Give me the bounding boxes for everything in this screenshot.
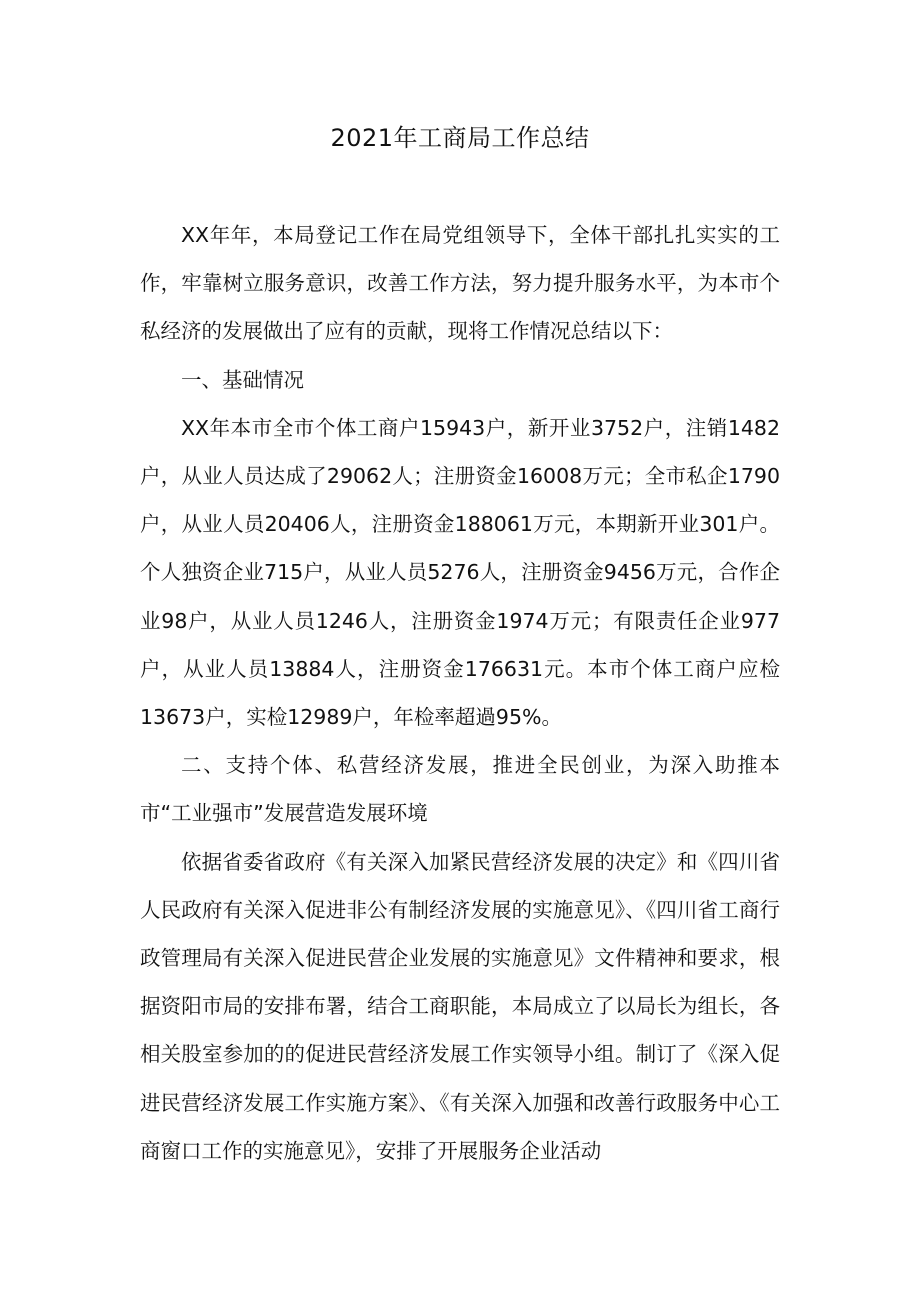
section-heading-support-development: 二、支持个体、私营经济发展，推进全民创业，为深入助推本市“工业强市”发展营造发展环境 [140,753,780,826]
paragraph-policy-basis: 依据省委省政府《有关深入加紧民营经济发展的决定》和《四川省人民政府有关深入促进非公有制经济发展的实施意见》、《四川省工商行政管理局有关深入促进民营企业发展的实施意见》文件精神和要求，根据资阳市局的安排布署，结合工商职能，本局成立了以局长为组长，各相关股室参加的的促进民营经济发展工作实领导小组。制订了《深入促进民营经济发展工作实施方案》、《有关深入加强和改善行政服务中心工商窗口工作的实施意见》，安排了开展服务企业活动 [140,849,780,1163]
document-title: 2021年工商局工作总结 [330,124,590,152]
document-body [140,211,780,1175]
paragraph-statistics: XX年本市全市个体工商户15943户，新开业3752户，注销1482户，从业人员达成了29062人；注册资金16008万元；全市私企1790户，从业人员20406人，注册资金188061万元，本期新开业301户。个人独资企业715户，从业人员5276人，注册资金9456万元，合作企业98户，从业人员1246人，注册资金1974万元；有限责任企业977户，从业人员13884人，注册资金176631元。本市个体工商户应检13673户，实检12989户，年检率超過95%。 [140,415,780,730]
paragraph-intro: XX年年，本局登记工作在局党组领导下，全体干部扎扎实实的工作，牢靠树立服务意识，改善工作方法，努力提升服务水平，为本市个私经济的发展做出了应有的贡献，现将工作情况总结以下： [140,223,780,344]
section-heading-basic-situation: 一、基础情况 [181,367,304,392]
